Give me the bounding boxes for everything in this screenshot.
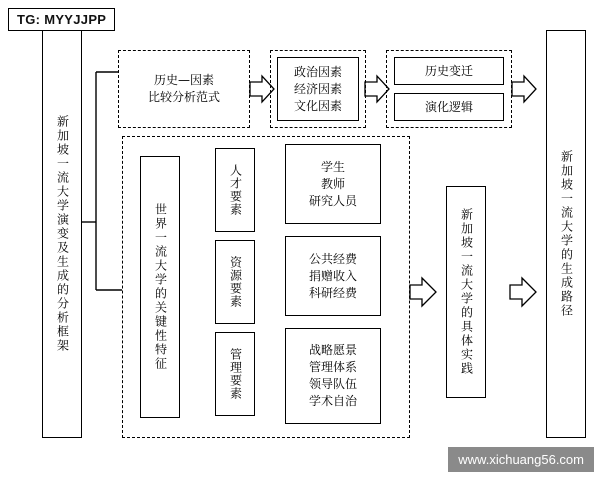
left-analysis-framework-box: 新加坡一流大学演变及生成的分析框架 [42, 30, 82, 438]
dimension-management-box: 管理要素 [215, 332, 255, 416]
management-detail-2: 管理体系 [308, 360, 357, 374]
factor-political: 政治因素 [293, 64, 342, 79]
resource-detail-2: 捐赠收入 [308, 268, 357, 283]
dimension-talent-box: 人才要素 [215, 148, 255, 232]
factors-box [277, 57, 359, 121]
paradigm-line-2: 比较分析范式 [147, 90, 220, 104]
paradigm-line-1: 历史—因素 [153, 73, 214, 87]
key-features-box: 世界一流大学的关键性特征 [140, 156, 180, 418]
right-generation-path-box: 新加坡一流大学的生成路径 [546, 30, 586, 438]
paradigm-box [128, 60, 240, 118]
factor-economic: 经济因素 [293, 81, 342, 96]
talent-detail-2: 教师 [320, 176, 345, 191]
factor-cultural: 文化因素 [293, 98, 342, 113]
talent-detail-3: 研究人员 [308, 193, 357, 208]
talent-detail-1: 学生 [320, 159, 345, 174]
management-detail-4: 学术自治 [308, 394, 357, 408]
practice-box: 新加坡一流大学的具体实践 [446, 186, 486, 398]
watermark: www.xichuang56.com [448, 447, 594, 472]
management-detail-3: 领导队伍 [308, 377, 357, 391]
management-details-box [285, 328, 381, 424]
resource-details-box [285, 236, 381, 316]
dimension-resource-box: 资源要素 [215, 240, 255, 324]
resource-detail-1: 公共经费 [308, 251, 357, 266]
history-change-box: 历史变迁 [394, 57, 504, 85]
talent-details-box [285, 144, 381, 224]
tg-badge: TG: MYYJJPP [8, 8, 115, 31]
management-detail-1: 战略愿景 [308, 343, 357, 357]
resource-detail-3: 科研经费 [308, 285, 357, 300]
evolution-logic-box: 演化逻辑 [394, 93, 504, 121]
